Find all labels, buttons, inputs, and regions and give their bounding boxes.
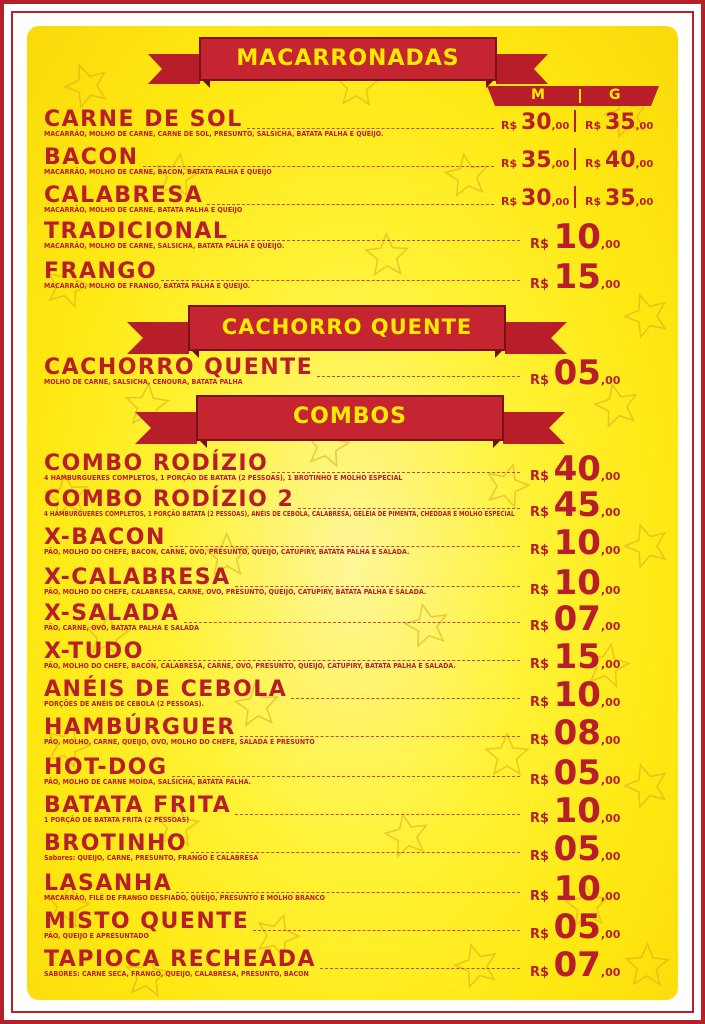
- price-cents: ,00: [600, 696, 621, 709]
- item-price: [530, 675, 621, 715]
- leader-dots: [170, 546, 520, 547]
- price-value: 05: [553, 353, 601, 393]
- price-cents: ,00: [600, 278, 621, 291]
- leader-dots: [291, 698, 520, 699]
- price-value: 45: [553, 485, 601, 525]
- price-cents: ,00: [600, 238, 621, 251]
- price-cents: ,00: [600, 812, 621, 825]
- star-icon: [451, 939, 502, 989]
- item-name: TRADICIONAL: [44, 219, 229, 244]
- item-price: [530, 791, 621, 831]
- leader-dots: [240, 736, 520, 737]
- item-description: 4 HAMBURGUERES COMPLETOS, 1 PORÇÃO BATATA (2 PESSOAS), ANÉIS DE CEBOLA, CALABRESA, GELÉIA DE PIMENTA, CHEDDAR E MOLHO ESPECIAL: [44, 510, 515, 518]
- price-cents: ,00: [600, 966, 621, 979]
- item-name: X-BACON: [44, 525, 166, 550]
- price-g-value: 35: [604, 110, 636, 135]
- item-description: MACARRÃO, MOLHO DE CARNE, SALSICHA, BATATA PALHA E QUEIJO.: [44, 242, 285, 250]
- item-description: MACARRÃO, MOLHO DE CARNE, BATATA PALHA E QUEIJO: [44, 206, 243, 214]
- price-value: 10: [553, 217, 601, 257]
- star-icon: [382, 810, 431, 857]
- price-cents: ,00: [600, 544, 621, 557]
- price-cents: ,00: [635, 121, 654, 132]
- section-banner-macarronadas: [148, 34, 548, 90]
- leader-dots: [247, 128, 494, 129]
- currency: R$: [530, 889, 554, 904]
- currency: R$: [530, 849, 554, 864]
- star-icon: [626, 944, 668, 985]
- currency: R$: [585, 157, 605, 170]
- leader-dots: [143, 166, 494, 167]
- price-cents: ,00: [600, 620, 621, 633]
- price-value: 07: [553, 945, 601, 985]
- leader-dots: [317, 376, 520, 377]
- price-cents: ,00: [600, 774, 621, 787]
- leader-dots: [253, 930, 520, 931]
- section-banner-combos: [135, 390, 565, 450]
- item-name: FRANGO: [44, 259, 158, 284]
- item-price: [530, 945, 621, 985]
- price-divider: [574, 186, 576, 208]
- currency: R$: [530, 811, 554, 826]
- leader-dots: [176, 892, 520, 893]
- leader-dots: [320, 968, 520, 969]
- item-name: TAPIOCA RECHEADA: [44, 947, 317, 972]
- item-description: MACARRÃO, MOLHO DE CARNE, BACON, BATATA PALHA E QUEIJO: [44, 168, 272, 176]
- currency: R$: [501, 119, 521, 132]
- currency: R$: [530, 373, 554, 388]
- size-g-label: G: [609, 87, 621, 103]
- item-name: COMBO RODÍZIO: [44, 451, 269, 476]
- price-cents: ,00: [600, 506, 621, 519]
- item-price: [530, 485, 621, 525]
- leader-dots: [148, 660, 520, 661]
- item-description: PÃO, CARNE, OVO, BATATA PALHA E SALADA: [44, 624, 199, 632]
- leader-dots: [272, 472, 520, 473]
- price-cents: ,00: [600, 850, 621, 863]
- price-m-value: 35: [520, 148, 552, 173]
- item-name: ANÉIS DE CEBOLA: [44, 677, 288, 702]
- price-value: 15: [553, 637, 601, 677]
- item-price: [530, 637, 621, 677]
- section-banner-cachorro-quente: [127, 300, 567, 360]
- star-icon: [621, 759, 673, 809]
- leader-dots: [232, 240, 520, 241]
- section-title: CACHORRO QUENTE: [221, 315, 473, 339]
- currency: R$: [530, 469, 554, 484]
- leader-dots: [235, 586, 520, 587]
- leader-dots: [184, 622, 520, 623]
- item-name: LASANHA: [44, 871, 173, 896]
- currency: R$: [530, 237, 554, 252]
- leader-dots: [172, 776, 520, 777]
- item-name: X-SALADA: [44, 601, 180, 626]
- currency: R$: [530, 695, 554, 710]
- price-value: 05: [553, 907, 601, 947]
- currency: R$: [530, 277, 554, 292]
- price-g: [585, 186, 653, 211]
- price-cents: ,00: [600, 584, 621, 597]
- section-title: COMBOS: [292, 404, 408, 429]
- item-description: MOLHO DE CARNE, SALSICHA, CENOURA, BATATA PALHA: [44, 378, 243, 386]
- item-description: 4 HAMBURGUERES COMPLETOS, 1 PORÇÃO DE BATATA (2 PESSOAS), 1 BROTINHO E MOLHO ESPECIAL: [44, 474, 403, 482]
- currency: R$: [530, 927, 554, 942]
- price-cents: ,00: [600, 890, 621, 903]
- leader-dots: [235, 814, 520, 815]
- price-cents: ,00: [600, 658, 621, 671]
- price-value: 10: [553, 791, 601, 831]
- price-cents: ,00: [600, 928, 621, 941]
- item-name: BATATA FRITA: [44, 793, 232, 818]
- leader-dots: [191, 852, 520, 853]
- size-divider: [579, 89, 581, 103]
- currency: R$: [530, 505, 554, 520]
- currency: R$: [530, 657, 554, 672]
- item-price: [530, 907, 621, 947]
- currency: R$: [530, 773, 554, 788]
- price-value: 10: [553, 869, 601, 909]
- item-description: PÃO, MOLHO DE CARNE MOÍDA, SALSICHA, BATATA PALHA.: [44, 778, 252, 786]
- price-cents: ,00: [635, 197, 654, 208]
- section-title: MACARRONADAS: [236, 46, 460, 71]
- item-name: COMBO RODÍZIO 2: [44, 487, 295, 512]
- item-name: BROTINHO: [44, 831, 188, 856]
- price-value: 40: [553, 449, 601, 489]
- price-m: [501, 148, 569, 173]
- leader-dots: [161, 280, 520, 281]
- item-description: MACARRÃO, FILÉ DE FRANGO DESFIADO, QUEIJO, PRESUNTO E MOLHO BRANCO: [44, 894, 325, 902]
- price-value: 08: [553, 713, 601, 753]
- currency: R$: [530, 733, 554, 748]
- price-m: [501, 186, 569, 211]
- item-price: [530, 449, 621, 489]
- item-name: HOT-DOG: [44, 755, 168, 780]
- item-description: SABORES: CARNE SECA, FRANGO, QUEIJO, CALABRESA, PRESUNTO, BACON: [44, 970, 309, 978]
- item-name: X-CALABRESA: [44, 565, 231, 590]
- item-name: HAMBÚRGUER: [44, 715, 236, 740]
- size-m-label: M: [531, 87, 545, 103]
- item-description: MACARRÃO, MOLHO DE CARNE, CARNE DE SOL, PRESUNTO, SALSICHA, BATATA PALHA E QUEIJO.: [44, 130, 384, 138]
- price-value: 10: [553, 523, 601, 563]
- item-price: [530, 753, 621, 793]
- currency: R$: [530, 543, 554, 558]
- size-header-ribbon-icon: [487, 86, 659, 106]
- price-cents: ,00: [551, 197, 570, 208]
- item-description: PÃO, MOLHO DO CHEFE, BACON, CARNE, OVO, PRESUNTO, QUEIJO, CATUPIRY, BATATA PALHA E SALADA.: [44, 548, 410, 556]
- star-icon: [486, 734, 528, 774]
- item-description: PÃO, MOLHO DO CHEFE, CALABRESA, CARNE, OVO, PRESUNTO, QUEIJO, CATUPIRY, BATATA PALHA E SALADA.: [44, 588, 427, 596]
- item-price: [530, 523, 621, 563]
- star-icon: [443, 151, 490, 196]
- price-value: 15: [553, 257, 601, 297]
- price-cents: ,00: [551, 159, 570, 170]
- price-g-value: 40: [604, 148, 636, 173]
- item-description: 1 PORÇÃO DE BATATA FRITA (2 PESSOAS): [44, 816, 190, 824]
- currency: R$: [585, 195, 605, 208]
- leader-dots: [298, 508, 520, 509]
- size-header: [487, 86, 659, 106]
- item-description: MACARRÃO, MOLHO DE FRANGO, BATATA PALHA E QUEIJO.: [44, 282, 251, 290]
- currency: R$: [585, 119, 605, 132]
- price-g: [585, 110, 653, 135]
- item-name: BACON: [44, 145, 139, 170]
- price-divider: [574, 110, 576, 132]
- currency: R$: [501, 195, 521, 208]
- item-description: PORÇÕES DE ANÉIS DE CEBOLA (2 PESSOAS).: [44, 700, 204, 708]
- item-price: [530, 599, 621, 639]
- price-cents: ,00: [600, 470, 621, 483]
- price-m-value: 30: [520, 186, 552, 211]
- item-description: PÃO, MOLHO DO CHEFE, BACON, CALABRESA, CARNE, OVO, PRESUNTO, QUEIJO, CATUPIRY, BATATA PALHA E SALADA.: [44, 662, 456, 670]
- item-name: X-TUDO: [44, 639, 144, 664]
- currency: R$: [530, 583, 554, 598]
- star-icon: [620, 288, 672, 339]
- price-value: 05: [553, 753, 601, 793]
- price-value: 10: [553, 563, 601, 603]
- star-icon: [60, 58, 113, 110]
- item-price: [530, 563, 621, 603]
- item-price: [530, 257, 621, 297]
- price-value: 07: [553, 599, 601, 639]
- price-value: 05: [553, 829, 601, 869]
- currency: R$: [501, 157, 521, 170]
- item-description: PÃO, QUEIJO E APRESUNTADO: [44, 932, 149, 940]
- price-divider: [574, 148, 576, 170]
- leader-dots: [207, 204, 494, 205]
- price-cents: ,00: [551, 121, 570, 132]
- item-description: Sabores: QUEIJO, CARNE, PRESUNTO, FRANGO E CALABRESA: [44, 854, 259, 862]
- price-m-value: 30: [520, 110, 552, 135]
- price-g-value: 35: [604, 186, 636, 211]
- price-m: [501, 110, 569, 135]
- item-description: PÃO, MOLHO, CARNE, QUEIJO, OVO, MOLHO DO CHEFE, SALADA E PRESUNTO: [44, 738, 315, 746]
- item-name: CARNE DE SOL: [44, 107, 243, 132]
- price-cents: ,00: [635, 159, 654, 170]
- item-price: [530, 869, 621, 909]
- item-name: CALABRESA: [44, 183, 204, 208]
- currency: R$: [530, 965, 554, 980]
- item-name: MISTO QUENTE: [44, 909, 250, 934]
- currency: R$: [530, 619, 554, 634]
- item-price: [530, 829, 621, 869]
- item-price: [530, 217, 621, 257]
- star-icon: [402, 600, 451, 648]
- star-icon: [620, 519, 672, 570]
- price-cents: ,00: [600, 734, 621, 747]
- item-price: [530, 713, 621, 753]
- item-name: CACHORRO QUENTE: [44, 355, 314, 380]
- item-price: [530, 353, 621, 393]
- price-g: [585, 148, 653, 173]
- price-value: 10: [553, 675, 601, 715]
- price-cents: ,00: [600, 374, 621, 387]
- star-icon: [482, 459, 533, 509]
